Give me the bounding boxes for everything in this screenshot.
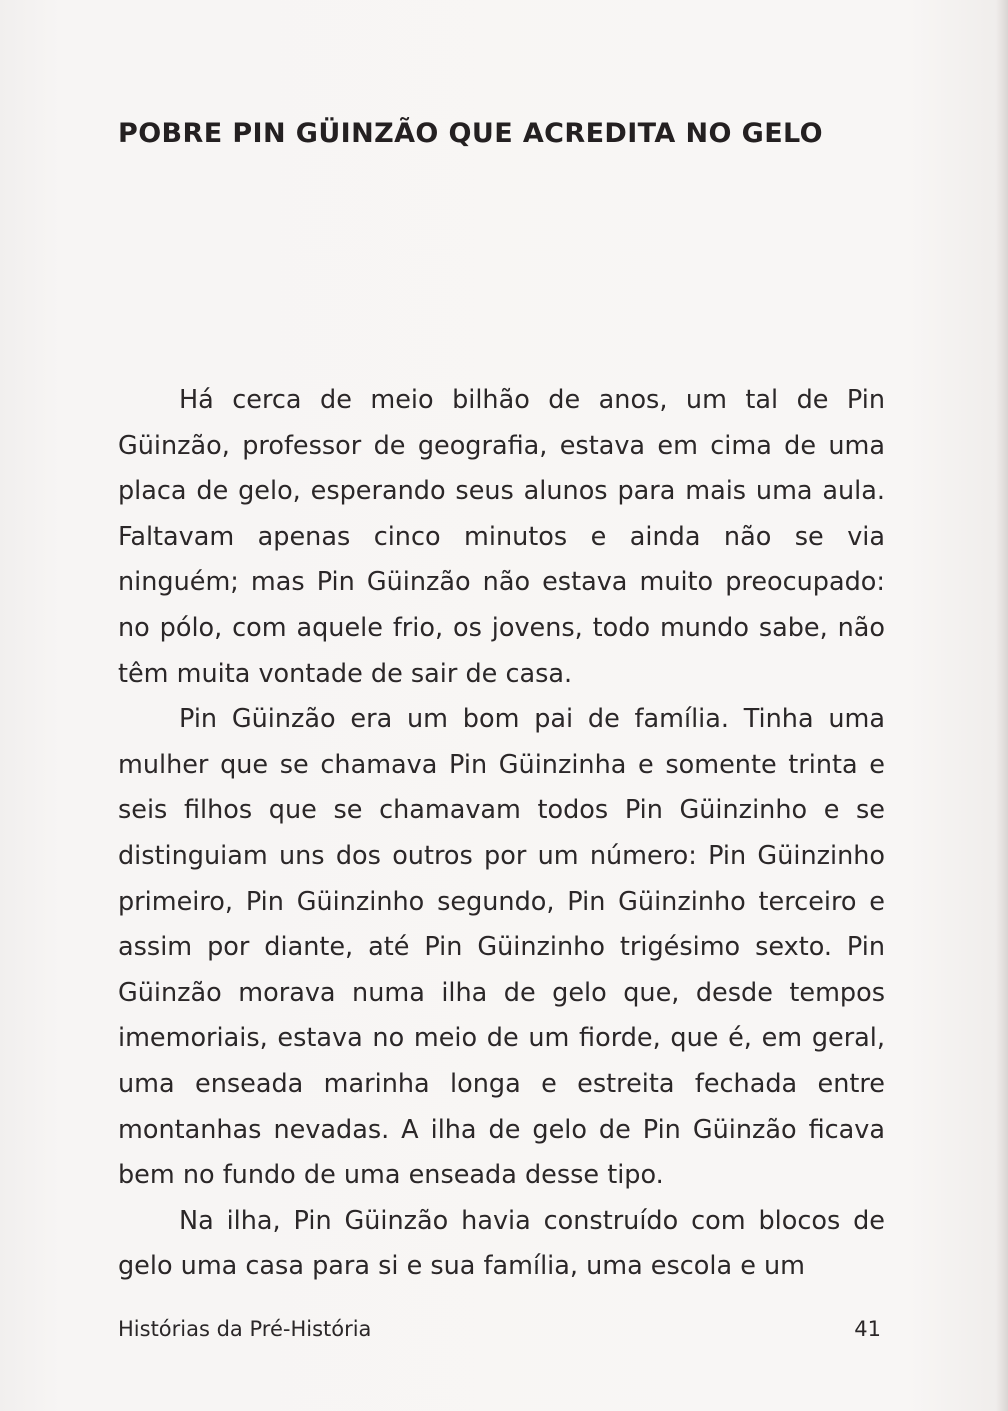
paragraph-2: Pin Güinzão era um bom pai de família. Tinha uma mulher que se chamava Pin Güinzinha e somente trinta e seis filhos que se chamavam todos Pin Güinzinho e se distinguiam uns dos outros por um número: Pin Güinzinho primeiro, Pin Güinzinho segundo, Pin Güinzinho terceiro e assim por diante, até Pin Güinzinho trigésimo sexto. Pin Güinzão morava numa ilha de gelo que, desde tempos imemoriais, estava no meio de um fiorde, que é, em geral, uma enseada marinha longa e estreita fechada entre montanhas nevadas. A ilha de gelo de Pin Güinzão ficava bem no fundo de uma enseada desse tipo. (118, 704, 885, 1191)
footer-book-title: Histórias da Pré-História (118, 1317, 372, 1341)
chapter-title: POBRE PIN GÜINZÃO QUE ACREDITA NO GELO (118, 118, 824, 149)
chapter-body (118, 378, 885, 1290)
page-footer (118, 1312, 881, 1346)
page-number: 41 (854, 1317, 881, 1341)
paragraph-1: Há cerca de meio bilhão de anos, um tal de Pin Güinzão, professor de geografia, estava em cima de uma placa de gelo, esperando seus alunos para mais uma aula. Faltavam apenas cinco minutos e ainda não se via ninguém; mas Pin Güinzão não estava muito preocupado: no pólo, com aquele frio, os jovens, todo mundo sabe, não têm muita vontade de sair de casa. (118, 385, 885, 689)
paragraph-3: Na ilha, Pin Güinzão havia construído com blocos de gelo uma casa para si e sua família, uma escola e um (118, 1205, 885, 1282)
page-edge-shadow (996, 0, 1008, 1411)
